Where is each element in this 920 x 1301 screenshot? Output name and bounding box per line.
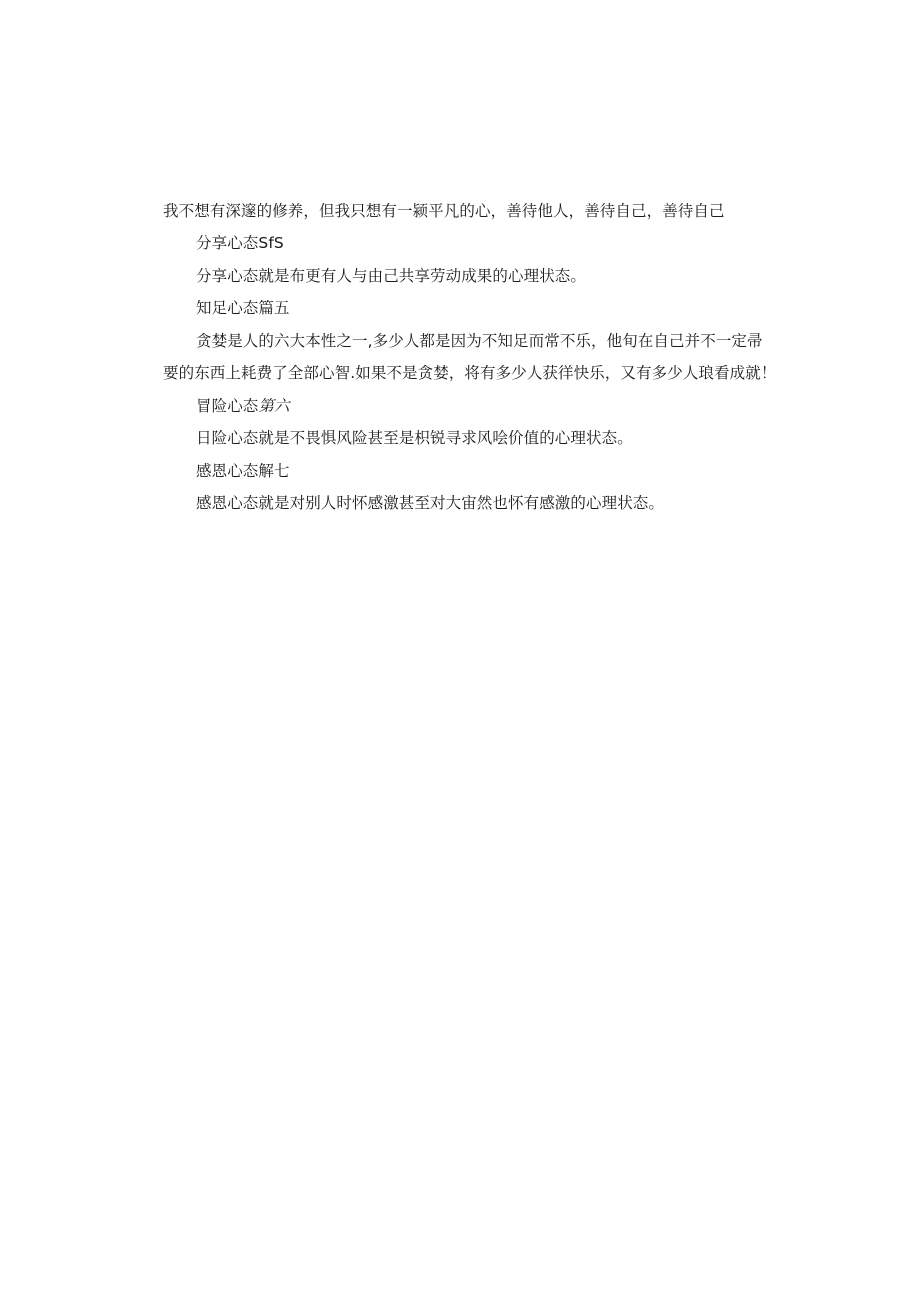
heading-adventure-mindset: [196, 396, 290, 416]
heading-sharing-mindset: 分享心态SfS: [196, 234, 284, 252]
paragraph-gratitude-mindset: 感恩心态就是对别人时怀感激甚至对大宙然也怀有感激的心理状态。: [196, 494, 665, 512]
heading-contentment-mindset: 知足心态篇五: [196, 299, 290, 317]
heading-adventure-title: 冒险心态: [196, 397, 259, 415]
paragraph-sharing-mindset: 分享心态就是布更有人与由己共享劳动成果的心理状态。: [196, 267, 587, 285]
paragraph-line-intro: 我不想有深邃的修养，但我只想有一颍平凡的心，善待他人，善待自己，善待自己: [163, 202, 725, 220]
heading-adventure-number: 第六: [258, 397, 290, 415]
paragraph-contentment-line-2: 要的东西上耗费了全部心智.如果不是贪婪，将有多少人获徉快乐，又有多少人琅看成就！: [163, 364, 777, 382]
heading-gratitude-mindset: 感恩心态解七: [196, 462, 290, 480]
paragraph-adventure-mindset: 日险心态就是不畏惧风险甚至是枳锐寻求风哙价值的心理状态。: [196, 429, 633, 447]
paragraph-contentment-line-1: 贪婪是人的六大本性之一,多少人都是因为不知足而常不乐，他旬在自己并不一定帚: [196, 332, 763, 350]
